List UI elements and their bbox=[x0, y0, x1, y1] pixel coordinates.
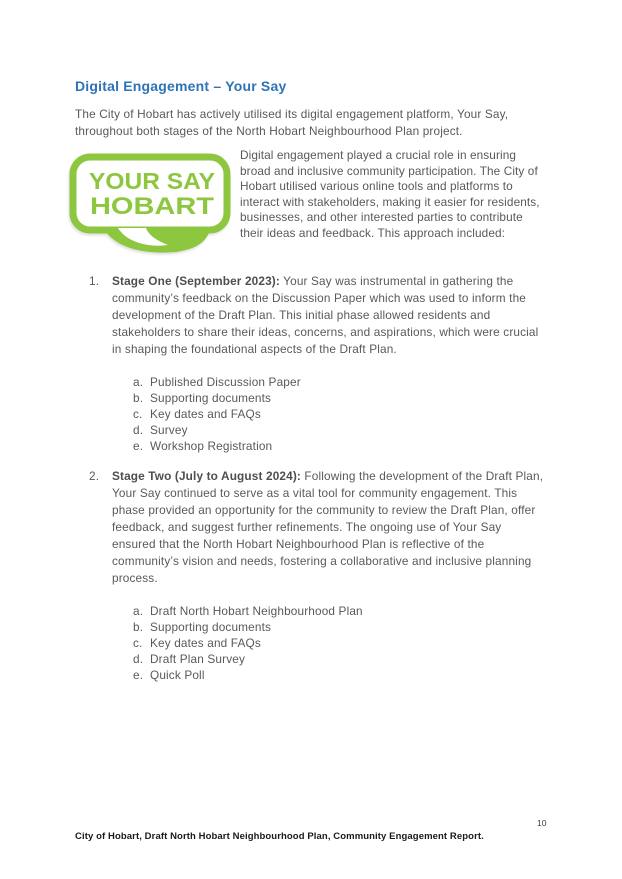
stage-one-number: 1. bbox=[89, 274, 100, 288]
list-item-text: Key dates and FAQs bbox=[150, 636, 261, 650]
list-marker: b. bbox=[133, 620, 144, 634]
list-item bbox=[133, 667, 548, 683]
list-marker: e. bbox=[133, 668, 144, 682]
list-item bbox=[133, 651, 548, 667]
stage-two-body: Following the development of the Draft Plan, Your Say continued to serve as a vital tool for community engagement. This phase provided an opportunity for the community to review the Draft Plan, offer feedback, and suggest further refinements. The ongoing use of Your Say ensured that the North Hobart Neighbourhood Plan is reflective of the community’s vision and needs, fostering a collaborative and inclusive planning process. bbox=[112, 469, 544, 585]
stage-one-sublist bbox=[89, 374, 548, 454]
your-say-hobart-logo bbox=[68, 151, 232, 259]
list-marker: d. bbox=[133, 423, 144, 437]
list-marker: d. bbox=[133, 652, 144, 666]
list-item-text: Survey bbox=[150, 423, 188, 437]
list-marker: e. bbox=[133, 439, 144, 453]
list-item bbox=[133, 390, 548, 406]
stage-two-section bbox=[75, 468, 548, 683]
list-item bbox=[133, 619, 548, 635]
page-number: 10 bbox=[537, 818, 547, 828]
list-item-text: Draft Plan Survey bbox=[150, 652, 245, 666]
list-item bbox=[133, 438, 548, 454]
list-item bbox=[133, 374, 548, 390]
stage-two-sublist bbox=[89, 603, 548, 683]
list-item bbox=[133, 422, 548, 438]
stage-one-paragraph bbox=[89, 273, 548, 358]
page-title: Digital Engagement – Your Say bbox=[75, 78, 287, 94]
list-item bbox=[133, 635, 548, 651]
list-marker: a. bbox=[133, 604, 144, 618]
list-marker: a. bbox=[133, 375, 144, 389]
list-marker: c. bbox=[133, 636, 143, 650]
logo-text-line2: HOBART bbox=[90, 193, 215, 220]
list-item-text: Published Discussion Paper bbox=[150, 375, 301, 389]
list-item-text: Draft North Hobart Neighbourhood Plan bbox=[150, 604, 363, 618]
stage-two-text bbox=[112, 468, 548, 587]
stage-one-section bbox=[75, 273, 548, 454]
stage-one-body: Your Say was instrumental in gathering the community’s feedback on the Discussion Paper which was used to inform the development of the Draft Plan. This initial phase allowed residents and stakeholders to share their ideas, concerns, and aspirations, which were crucial in shaping the foundational aspects of the Draft Plan. bbox=[112, 274, 539, 356]
logo-and-text-row bbox=[75, 148, 548, 259]
list-marker: c. bbox=[133, 407, 143, 421]
logo-text-line1: YOUR SAY bbox=[89, 168, 215, 194]
page-content bbox=[75, 78, 548, 683]
stage-two-title: Stage Two (July to August 2024): bbox=[112, 469, 301, 483]
intro-paragraph: The City of Hobart has actively utilised its digital engagement platform, Your Say, throughout both stages of the North Hobart Neighbourhood Plan project. bbox=[75, 107, 509, 138]
list-item-text: Quick Poll bbox=[150, 668, 205, 682]
speech-bubble-logo-icon bbox=[68, 151, 232, 259]
stage-one-title: Stage One (September 2023): bbox=[112, 274, 280, 288]
list-item-text: Key dates and FAQs bbox=[150, 407, 261, 421]
footer-citation: City of Hobart, Draft North Hobart Neighbourhood Plan, Community Engagement Report. bbox=[75, 831, 484, 842]
stage-one-text bbox=[112, 273, 548, 358]
list-item-text: Workshop Registration bbox=[150, 439, 273, 453]
list-item bbox=[133, 603, 548, 619]
list-item bbox=[133, 406, 548, 422]
list-item-text: Supporting documents bbox=[150, 391, 272, 405]
stage-two-number: 2. bbox=[89, 469, 100, 483]
list-item-text: Supporting documents bbox=[150, 620, 272, 634]
stage-two-paragraph bbox=[89, 468, 548, 587]
digital-engagement-paragraph: Digital engagement played a crucial role in ensuring broad and inclusive community participation. The City of Hobart utilised various online tools and platforms to interact with stakeholders, making it easier for residents, businesses, and other interested parties to contribute their ideas and feedback. This approach included: bbox=[240, 148, 540, 240]
list-marker: b. bbox=[133, 391, 144, 405]
